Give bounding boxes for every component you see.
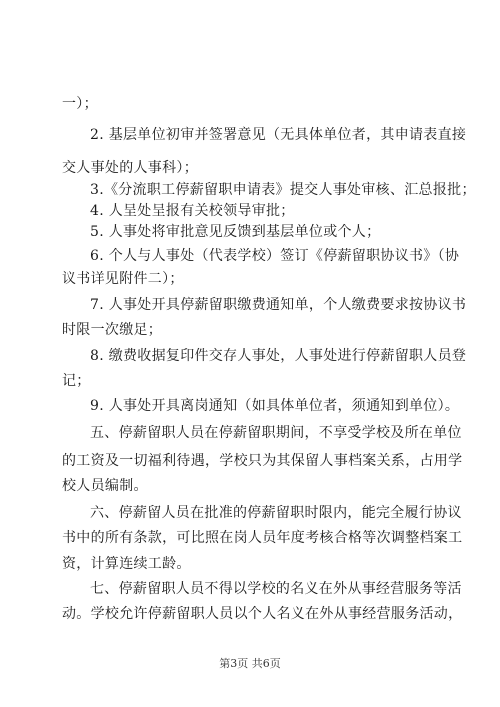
text-line: 8. 缴费收据复印件交存人事处，人事处进行停薪留职人员登 bbox=[90, 348, 467, 364]
text-line: 9. 人事处开具离岗通知（如具体单位者，须通知到单位）。 bbox=[90, 398, 460, 414]
text-line: 6. 个人与人事处（代表学校）签订《停薪留职协议书》（协 bbox=[90, 248, 460, 264]
text-line: 书中的所有条款，可比照在岗人员年度考核合格等次调整档案工 bbox=[62, 530, 463, 546]
text-line: 校人员编制。 bbox=[62, 478, 148, 494]
text-line: 2. 基层单位初审并签署意见（无具体单位者，其申请表直接 bbox=[90, 127, 467, 143]
text-line: 动。学校允许停薪留职人员以个人名义在外从事经营服务活动， bbox=[62, 606, 463, 622]
text-line: 五、停薪留职人员在停薪留职期间，不享受学校及所在单位 bbox=[90, 425, 462, 441]
page-number: 第3页 共6页 bbox=[219, 657, 281, 670]
text-line: 7. 人事处开具停薪留职缴费通知单，个人缴费要求按协议书 bbox=[90, 297, 467, 313]
text-line: 一）； bbox=[62, 96, 98, 112]
text-line: 六、停薪留人员在批准的停薪留职时限内，能完全履行协议 bbox=[90, 505, 462, 521]
text-line: 4. 人呈处呈报有关校领导审批； bbox=[90, 203, 295, 219]
text-line: 七、停薪留职人员不得以学校的名义在外从事经营服务等活 bbox=[90, 581, 462, 597]
text-line: 5. 人事处将审批意见反馈到基层单位或个人； bbox=[90, 224, 381, 240]
text-line: 交人事处的人事科）； bbox=[62, 160, 198, 176]
text-line: 记； bbox=[62, 373, 91, 389]
text-line: 的工资及一切福利待遇，学校只为其保留人事档案关系，占用学 bbox=[62, 453, 463, 469]
text-line: 资，计算连续工龄。 bbox=[62, 556, 191, 572]
text-line: 议书详见附件二）； bbox=[62, 271, 184, 287]
text-line: 时限一次缴足； bbox=[62, 322, 163, 338]
text-line: 3.《分流职工停薪留职申请表》提交人事处审核、汇总报批； bbox=[90, 182, 476, 198]
